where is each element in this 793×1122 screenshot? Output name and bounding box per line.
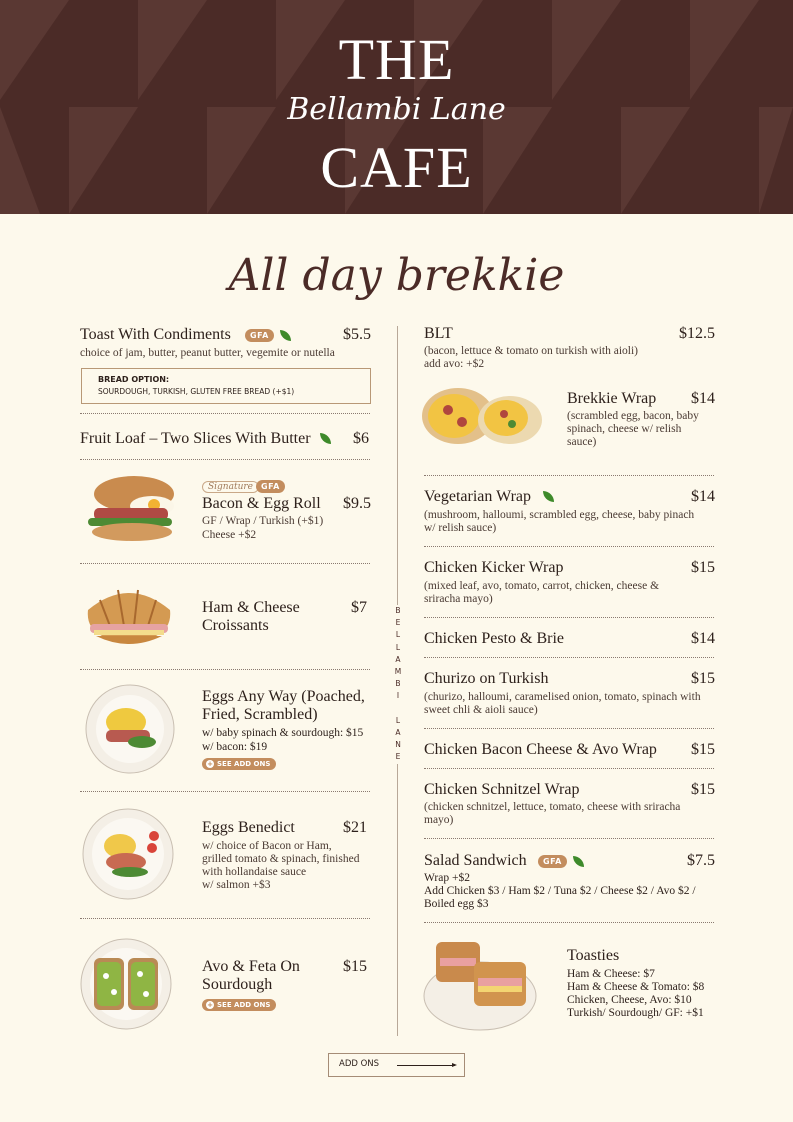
- item-name: Chicken Pesto & Brie: [424, 630, 564, 647]
- item-description: Turkish/ Sourdough/ GF: +$1: [567, 1007, 704, 1019]
- divider: [424, 922, 714, 923]
- item-description: Boiled egg $3: [424, 898, 489, 910]
- toastie-image: [420, 934, 540, 1034]
- logo-script: Bellambi Lane: [287, 92, 506, 127]
- item-price: $15: [691, 741, 715, 758]
- divider: [80, 459, 370, 460]
- divider: [424, 617, 714, 618]
- item-name: Churizo on Turkish: [424, 670, 549, 687]
- item-name: Chicken Bacon Cheese & Avo Wrap: [424, 741, 657, 758]
- item-description: grilled tomato & spinach, finished: [202, 853, 360, 865]
- item-name: Chicken Kicker Wrap: [424, 559, 564, 576]
- item-price: $7.5: [687, 852, 715, 869]
- item-description: spinach, cheese w/ relish: [567, 423, 682, 435]
- gfa-badge: GFA: [256, 480, 285, 493]
- item-description: choice of jam, butter, peanut butter, vegemite or nutella: [80, 347, 335, 359]
- item-name: Toast With Condiments: [80, 326, 231, 343]
- croissant-image: [82, 580, 176, 652]
- item-description: Ham & Cheese & Tomato: $8: [567, 981, 705, 993]
- arrow-right-icon: [397, 1065, 455, 1066]
- add-ons-label: ADD ONS: [339, 1059, 380, 1069]
- item-price: $12.5: [679, 325, 715, 342]
- item-price: $15: [691, 670, 715, 687]
- item-price: $6: [353, 430, 369, 447]
- item-price: $14: [691, 390, 715, 407]
- gfa-badge: GFA: [538, 855, 567, 868]
- plus-icon: +: [207, 1001, 213, 1009]
- bread-option-title: BREAD OPTION:: [98, 375, 170, 384]
- see-add-ons-button[interactable]: [202, 758, 276, 770]
- item-name: BLT: [424, 325, 453, 342]
- item-price: $14: [691, 630, 715, 647]
- header-banner: [0, 0, 793, 214]
- brekkie-wrap-image: [418, 380, 548, 450]
- item-description: w/ baby spinach & sourdough: $15: [202, 727, 364, 739]
- item-description: GF / Wrap / Turkish (+$1): [202, 515, 324, 527]
- item-description: sauce): [567, 436, 597, 448]
- item-name: Ham & Cheese Croissants: [202, 599, 300, 634]
- item-description: with hollandaise sauce: [202, 866, 307, 878]
- vegetarian-leaf-icon: [280, 330, 291, 341]
- item-description: (mixed leaf, avo, tomato, carrot, chicken, cheese &: [424, 580, 660, 592]
- see-add-ons-button[interactable]: [202, 999, 276, 1011]
- logo-cafe: CAFE: [320, 135, 473, 200]
- logo-the: THE: [338, 27, 455, 92]
- item-price: $15: [691, 559, 715, 576]
- item-price: $7: [351, 599, 367, 616]
- bread-option-list: SOURDOUGH, TURKISH, GLUTEN FREE BREAD (+$1): [98, 387, 295, 396]
- divider: [80, 791, 370, 792]
- item-price: $15: [691, 781, 715, 798]
- eggs-benedict-image: [80, 806, 176, 902]
- item-price: $5.5: [343, 326, 371, 343]
- avo-feta-image: [78, 936, 174, 1032]
- item-description: Add Chicken $3 / Ham $2 / Tuna $2 / Cheese $2 / Avo $2 /: [424, 885, 696, 897]
- divider: [424, 475, 714, 476]
- divider: [80, 918, 370, 919]
- bacon-egg-roll-image: [82, 472, 186, 544]
- divider: [80, 669, 370, 670]
- plus-icon: +: [207, 760, 213, 768]
- item-price: $15: [343, 958, 367, 975]
- divider: [424, 657, 714, 658]
- vegetarian-leaf-icon: [543, 491, 554, 502]
- item-price: $21: [343, 819, 367, 836]
- divider: [424, 728, 714, 729]
- divider: [80, 563, 370, 564]
- item-description: w/ choice of Bacon or Ham,: [202, 840, 332, 852]
- divider: [424, 546, 714, 547]
- divider: [424, 838, 714, 839]
- item-price: $9.5: [343, 495, 371, 512]
- item-description: (chicken schnitzel, lettuce, tomato, cheese with sriracha: [424, 801, 681, 813]
- bread-option-box: [81, 368, 371, 404]
- item-price: $14: [691, 488, 715, 505]
- divider: [424, 768, 714, 769]
- item-description: sriracha mayo): [424, 593, 493, 605]
- divider: [80, 413, 370, 414]
- item-name: Avo & Feta On Sourdough: [202, 958, 300, 993]
- item-description: Ham & Cheese: $7: [567, 968, 655, 980]
- item-name: Salad Sandwich: [424, 852, 527, 869]
- item-name: Bacon & Egg Roll: [202, 495, 321, 512]
- vegetarian-leaf-icon: [573, 856, 584, 867]
- item-name: Fruit Loaf – Two Slices With Butter: [80, 430, 311, 447]
- item-name: Vegetarian Wrap: [424, 488, 532, 505]
- section-title: All day brekkie: [228, 250, 565, 301]
- item-description: w/ salmon +$3: [202, 879, 271, 891]
- item-name: Eggs Any Way (Poached, Fried, Scrambled): [202, 688, 365, 723]
- vegetarian-leaf-icon: [320, 433, 331, 444]
- item-description: (churizo, halloumi, caramelised onion, tomato, spinach with: [424, 691, 701, 703]
- item-description: (scrambled egg, bacon, baby: [567, 410, 699, 422]
- item-name: Eggs Benedict: [202, 819, 295, 836]
- gfa-badge: GFA: [245, 329, 274, 342]
- item-name: Brekkie Wrap: [567, 390, 657, 407]
- item-description: add avo: +$2: [424, 358, 485, 370]
- item-description: (bacon, lettuce & tomato on turkish with aioli): [424, 345, 638, 357]
- add-ons-button[interactable]: [328, 1053, 465, 1077]
- item-description: Cheese +$2: [202, 529, 257, 541]
- item-description: Wrap +$2: [424, 872, 470, 884]
- item-name: Toasties: [567, 947, 620, 964]
- item-description: (mushroom, halloumi, scrambled egg, cheese, baby pinach: [424, 509, 695, 521]
- divider-vertical-text: B E L L A M B I L A N E: [392, 605, 404, 764]
- see-add-ons-label: SEE ADD ONS: [217, 1001, 271, 1009]
- signature-badge: Signature: [202, 481, 259, 493]
- item-description: w/ bacon: $19: [202, 741, 268, 753]
- see-add-ons-label: SEE ADD ONS: [217, 760, 271, 768]
- eggs-any-way-image: [82, 684, 178, 774]
- item-description: w/ relish sauce): [424, 522, 497, 534]
- item-description: mayo): [424, 814, 454, 826]
- item-description: sweet chli & aioli sauce): [424, 704, 538, 716]
- item-description: Chicken, Cheese, Avo: $10: [567, 994, 692, 1006]
- item-name: Chicken Schnitzel Wrap: [424, 781, 580, 798]
